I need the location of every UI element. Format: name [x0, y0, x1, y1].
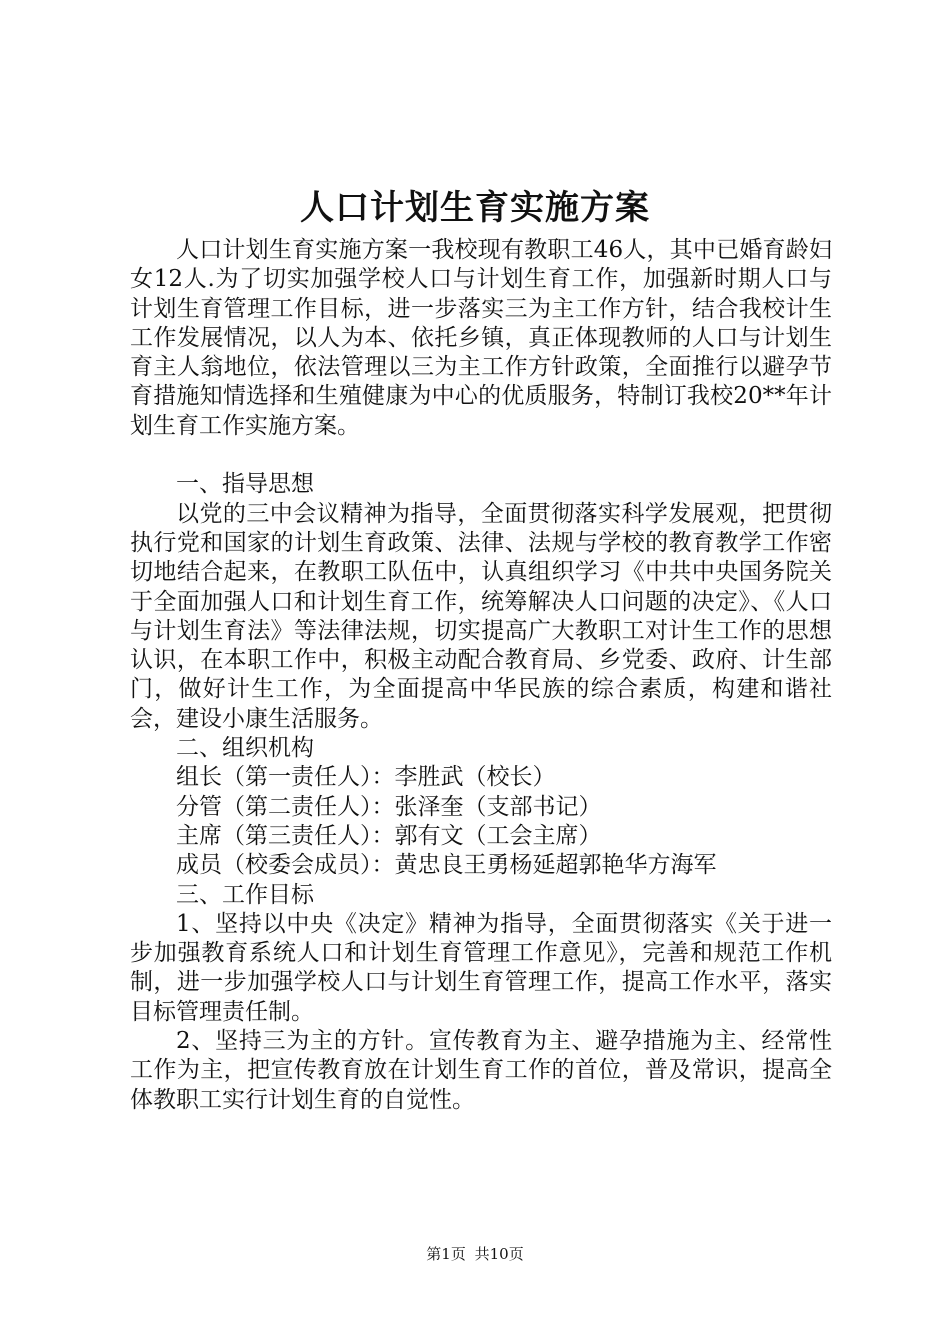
section-heading-guiding-thought: 一、指导思想: [176, 471, 314, 498]
page-footer: [0, 1244, 950, 1264]
document-body: [130, 236, 832, 1115]
intro-paragraph: 人口计划生育实施方案一我校现有教职工46人，其中已婚育龄妇女12人.为了切实加强学校人口与计划生育工作，加强新时期人口与计划生育管理工作目标，进一步落实三为主工作方针，结合我校计生工作发展情况，以人为本、依托乡镇，真正体现教师的人口与计划生育主人翁地位，依法管理以三为主工作方针政策，全面推行以避孕节育措施知情选择和生殖健康为中心的优质服务，特制订我校20**年计划生育工作实施方案。: [130, 237, 832, 439]
org-line-members: 成员（校委会成员）：黄忠良王勇杨延超郭艳华方海军: [176, 852, 717, 879]
page-number: 第1页: [426, 1245, 466, 1263]
org-line-leader: 组长（第一责任人）：李胜武（校长）: [176, 764, 556, 791]
document-title: 人口计划生育实施方案: [300, 188, 650, 228]
page-total: 共10页: [474, 1245, 524, 1263]
org-line-deputy: 分管（第二责任人）：张泽奎（支部书记）: [176, 793, 602, 820]
blank-line: [130, 441, 832, 470]
section-heading-organization: 二、组织机构: [176, 735, 314, 762]
goal-paragraph-1: 1、坚持以中央《决定》精神为指导，全面贯彻落实《关于进一步加强教育系统人口和计划生育管理工作意见》，完善和规范工作机制，进一步加强学校人口与计划生育管理工作，提高工作水平，落实目标管理责任制。: [130, 910, 832, 1025]
guiding-thought-paragraph: 以党的三中会议精神为指导，全面贯彻落实科学发展观，把贯彻执行党和国家的计划生育政策、法律、法规与学校的教育教学工作密切地结合起来，在教职工队伍中，认真组织学习《中共中央国务院关于全面加强人口和计划生育工作，统筹解决人口问题的决定》、《人口与计划生育法》等法律法规，切实提高广大教职工对计生工作的思想认识，在本职工作中，积极主动配合教育局、乡党委、政府、计生部门，做好计生工作，为全面提高中华民族的综合素质，构建和谐社会，建设小康生活服务。: [130, 500, 832, 732]
org-line-chair: 主席（第三责任人）：郭有文（工会主席）: [176, 822, 602, 849]
section-heading-work-goals: 三、工作目标: [176, 881, 314, 908]
goal-paragraph-2: 2、坚持三为主的方针。宣传教育为主、避孕措施为主、经常性工作为主，把宣传教育放在计划生育工作的首位，普及常识，提高全体教职工实行计划生育的自觉性。: [130, 1028, 832, 1113]
